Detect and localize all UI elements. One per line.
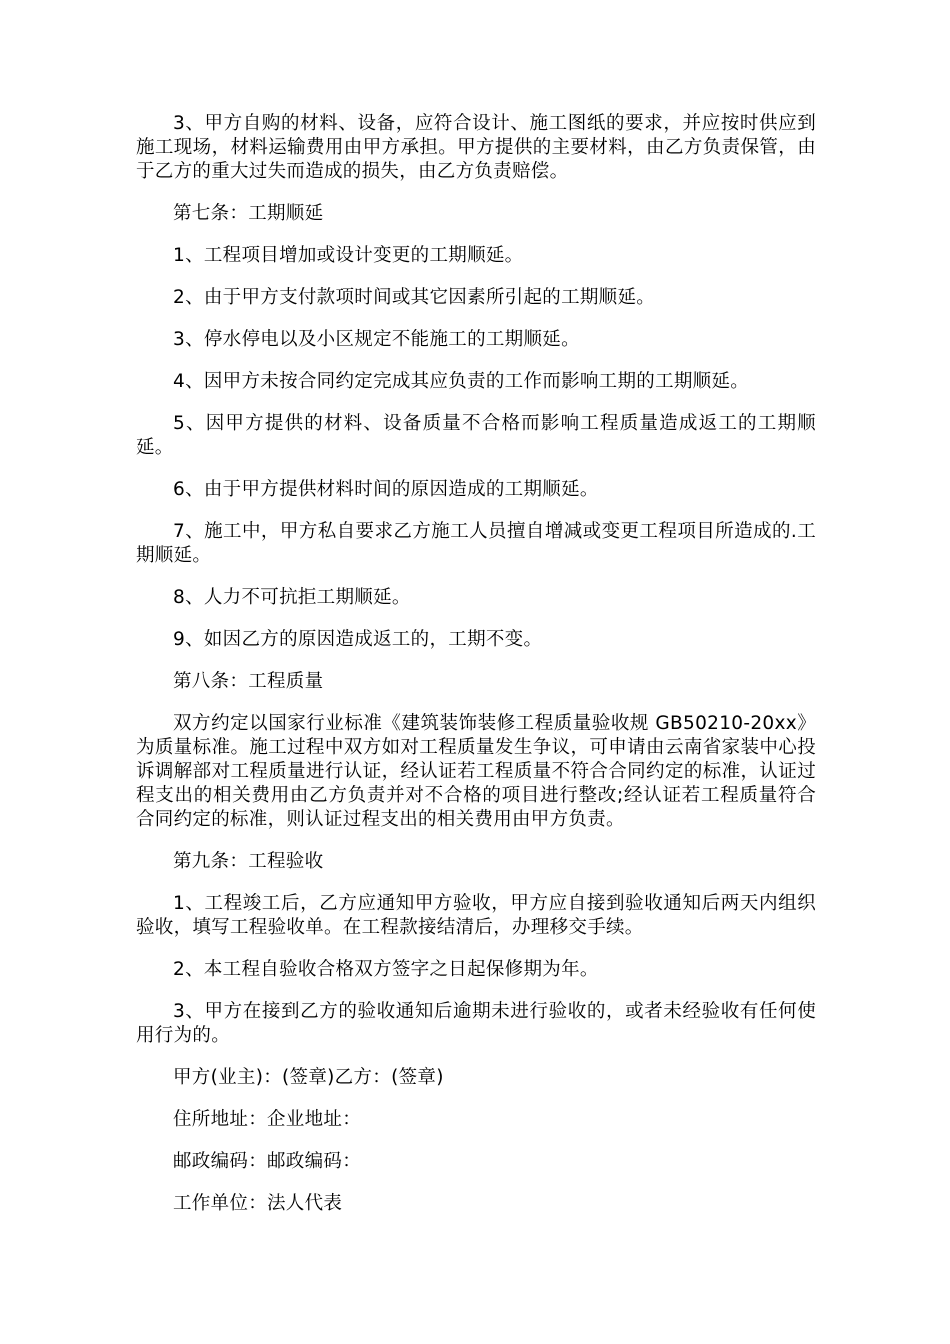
signature-line-postcode: 邮政编码：邮政编码： [173,1151,362,1172]
paragraph-delay-2: 2、由于甲方支付款项时间或其它因素所引起的工期顺延。 [173,287,656,308]
paragraph-delay-4: 4、因甲方未按合同约定完成其应负责的工作而影响工期的工期顺延。 [173,371,750,392]
paragraph-acceptance-2: 2、本工程自验收合格双方签字之日起保修期为年。 [173,959,599,980]
signature-line-parties: 甲方(业主)：(签章)乙方：(签章) [173,1067,444,1088]
paragraph-delay-3: 3、停水停电以及小区规定不能施工的工期顺延。 [173,329,580,350]
heading-article-7: 第七条：工期顺延 [173,203,324,224]
paragraph-quality-standard: 双方约定以国家行业标准《建筑装饰装修工程质量验收规 GB50210-20xx》为质量标准。施工过程中双方如对工程质量发生争议，可申请由云南省家装中心投诉调解部对工程质量进行认证，经认证若工程质量不符合合同约定的标准，认证过程支出的相关费用由乙方负责并对不合格的项目进行整改;经认证若工程质量符合合同约定的标准，则认证过程支出的相关费用由甲方负责。 [136,713,816,830]
paragraph-acceptance-3: 3、甲方在接到乙方的验收通知后逾期未进行验收的，或者未经验收有任何使用行为的。 [136,1001,816,1046]
signature-line-workplace: 工作单位：法人代表 [173,1193,343,1214]
paragraph-delay-5: 5、因甲方提供的材料、设备质量不合格而影响工程质量造成返工的工期顺延。 [136,413,816,458]
paragraph-material-supply: 3、甲方自购的材料、设备，应符合设计、施工图纸的要求，并应按时供应到施工现场，材料运输费用由甲方承担。甲方提供的主要材料，由乙方负责保管，由于乙方的重大过失而造成的损失，由乙方负责赔偿。 [136,113,816,182]
paragraph-delay-7: 7、施工中，甲方私自要求乙方施工人员擅自增减或变更工程项目所造成的.工期顺延。 [136,521,816,566]
heading-article-9: 第九条：工程验收 [173,851,324,872]
heading-article-8: 第八条：工程质量 [173,671,324,692]
paragraph-delay-9: 9、如因乙方的原因造成返工的，工期不变。 [173,629,543,650]
paragraph-acceptance-1: 1、工程竣工后，乙方应通知甲方验收，甲方应自接到验收通知后两天内组织验收，填写工程验收单。在工程款接结清后，办理移交手续。 [136,893,816,938]
signature-line-address: 住所地址：企业地址： [173,1109,362,1130]
paragraph-delay-6: 6、由于甲方提供材料时间的原因造成的工期顺延。 [173,479,599,500]
paragraph-delay-1: 1、工程项目增加或设计变更的工期顺延。 [173,245,524,266]
document-page [136,112,816,1234]
paragraph-delay-8: 8、人力不可抗拒工期顺延。 [173,587,411,608]
